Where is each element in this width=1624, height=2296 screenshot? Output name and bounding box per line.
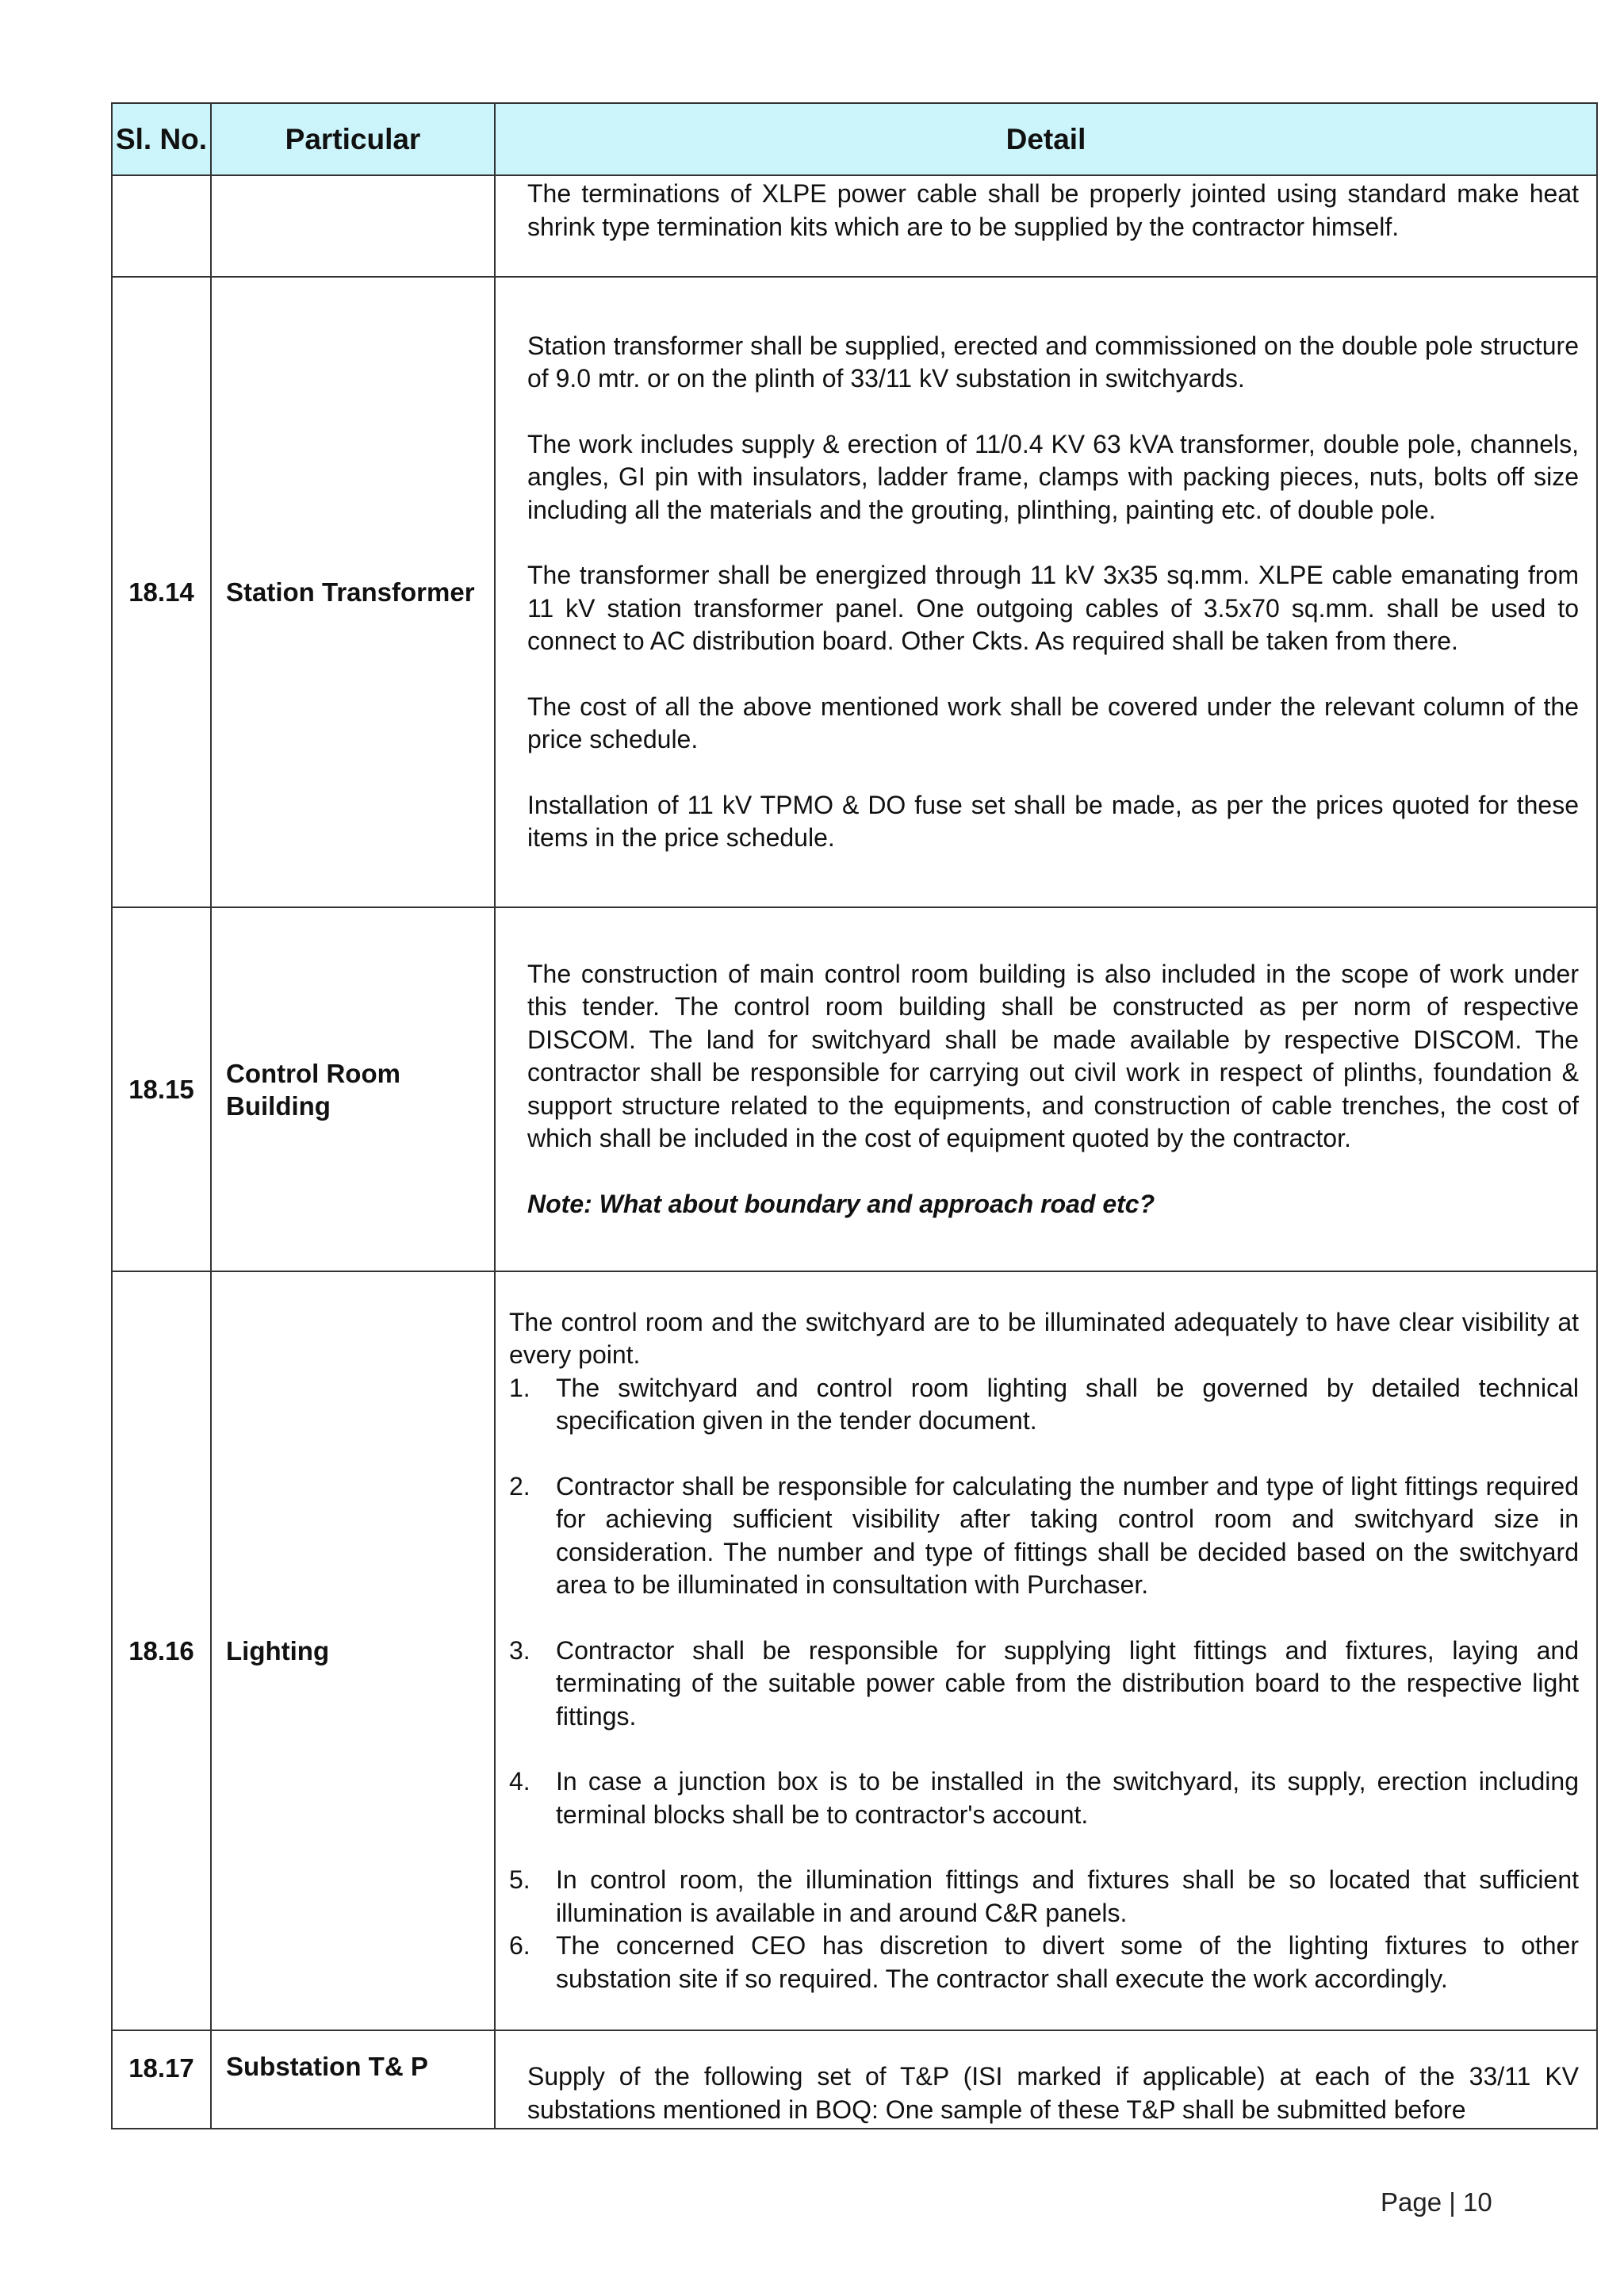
row-detail (495, 2030, 1597, 2129)
table-row-18-17 (112, 2030, 1597, 2129)
list-item-number: 2. (509, 1471, 530, 1501)
row-particular: Control Room Building (211, 907, 495, 1271)
detail-paragraph: The cost of all the above mentioned work shall be covered under the relevant column of the price schedule. (527, 692, 1579, 753)
header-detail: Detail (495, 103, 1597, 175)
detail-paragraph: The transformer shall be energized through 11 kV 3x35 sq.mm. XLPE cable emanating from 11 kV station transformer panel. One outgoing cables of 3.5x70 sq.mm. shall be used to connect to AC distribution board. Other Ckts. As required shall be taken from there. (527, 561, 1579, 655)
list-item-text: The switchyard and control room lighting shall be governed by detailed technical specification given in the tender document. (556, 1373, 1579, 1435)
row-number: 18.17 (112, 2030, 211, 2129)
detail-paragraph: Station transformer shall be supplied, erected and commissioned on the double pole structure of 9.0 mtr. or on the plinth of 33/11 kV substation in switchyards. (527, 331, 1579, 393)
row-particular: Substation T& P (211, 2030, 495, 2129)
list-item-number: 3. (509, 1635, 530, 1665)
row-particular: Station Transformer (211, 277, 495, 907)
empty-cell (112, 175, 211, 277)
list-item (509, 1470, 1579, 1602)
list-item (509, 1635, 1579, 1734)
list-item-number: 5. (509, 1865, 530, 1895)
list-item-number: 6. (509, 1931, 530, 1961)
table-row-18-15 (112, 907, 1597, 1271)
row-number: 18.14 (112, 277, 211, 907)
row-detail (495, 1271, 1597, 2030)
header-sl-no: Sl. No. (112, 103, 211, 175)
list-item-text: In case a junction box is to be installed in the switchyard, its supply, erection including terminal blocks shall be to contractor's account. (556, 1767, 1579, 1829)
table-header-row (112, 103, 1597, 175)
table-row-18-14 (112, 277, 1597, 907)
header-particular: Particular (211, 103, 495, 175)
specification-table (111, 102, 1598, 2129)
row-number: 18.15 (112, 907, 211, 1271)
detail-paragraph: The terminations of XLPE power cable shall be properly jointed using standard make heat shrink type termination kits which are to be supplied by the contractor himself. (527, 179, 1579, 241)
table-row-18-16 (112, 1271, 1597, 2030)
lighting-list (509, 1372, 1579, 1996)
empty-cell (211, 175, 495, 277)
list-item (509, 1864, 1579, 1930)
table-row-continuation (112, 175, 1597, 277)
list-item-text: In control room, the illumination fittings and fixtures shall be so located that sufficient illumination is available in and around C&R panels. (556, 1865, 1579, 1927)
page-number: Page | 10 (1381, 2187, 1492, 2217)
row-particular: Lighting (211, 1271, 495, 2030)
detail-intro: The control room and the switchyard are to be illuminated adequately to have clear visibility at every point. (509, 1307, 1579, 1370)
list-item-text: The concerned CEO has discretion to divert some of the lighting fixtures to other substation site if so required. The contractor shall execute the work accordingly. (556, 1931, 1579, 1993)
list-item (509, 1930, 1579, 1995)
row-detail (495, 907, 1597, 1271)
detail-note: Note: What about boundary and approach road etc? (527, 1189, 1155, 1218)
list-item-number: 1. (509, 1373, 530, 1402)
detail-paragraph: The construction of main control room building is also included in the scope of work under this tender. The control room building shall be constructed as per norm of respective DISCOM. The land for switchyard shall be made available by respective DISCOM. The contractor shall be responsible for carrying out civil work in respect of plinths, foundation & support structure related to the equipments, and construction of cable trenches, the cost of which shall be included in the cost of equipment quoted by the contractor. (527, 959, 1579, 1153)
detail-paragraph: Installation of 11 kV TPMO & DO fuse set shall be made, as per the prices quoted for these items in the price schedule. (527, 790, 1579, 852)
detail-paragraph: Supply of the following set of T&P (ISI marked if applicable) at each of the 33/11 KV substations mentioned in BOQ: One sample of these T&P shall be submitted before (527, 2062, 1579, 2124)
list-item-text: Contractor shall be responsible for calculating the number and type of light fittings required for achieving sufficient visibility after taking control room and switchyard size in consideration. The number and type of fittings shall be decided based on the switchyard area to be illuminated in consultation with Purchaser. (556, 1471, 1579, 1600)
list-item (509, 1765, 1579, 1831)
list-item-number: 4. (509, 1767, 530, 1796)
row-detail (495, 277, 1597, 907)
detail-paragraph: The work includes supply & erection of 11/0.4 KV 63 kVA transformer, double pole, channels, angles, GI pin with insulators, ladder frame, clamps with packing pieces, nuts, bolts off size including all the materials and the grouting, plinthing, painting etc. of double pole. (527, 429, 1579, 524)
continuation-text (495, 175, 1597, 277)
row-number: 18.16 (112, 1271, 211, 2030)
list-item-text: Contractor shall be responsible for supplying light fittings and fixtures, laying and terminating of the suitable power cable from the distribution board to the respective light fittings. (556, 1635, 1579, 1731)
list-item (509, 1372, 1579, 1438)
